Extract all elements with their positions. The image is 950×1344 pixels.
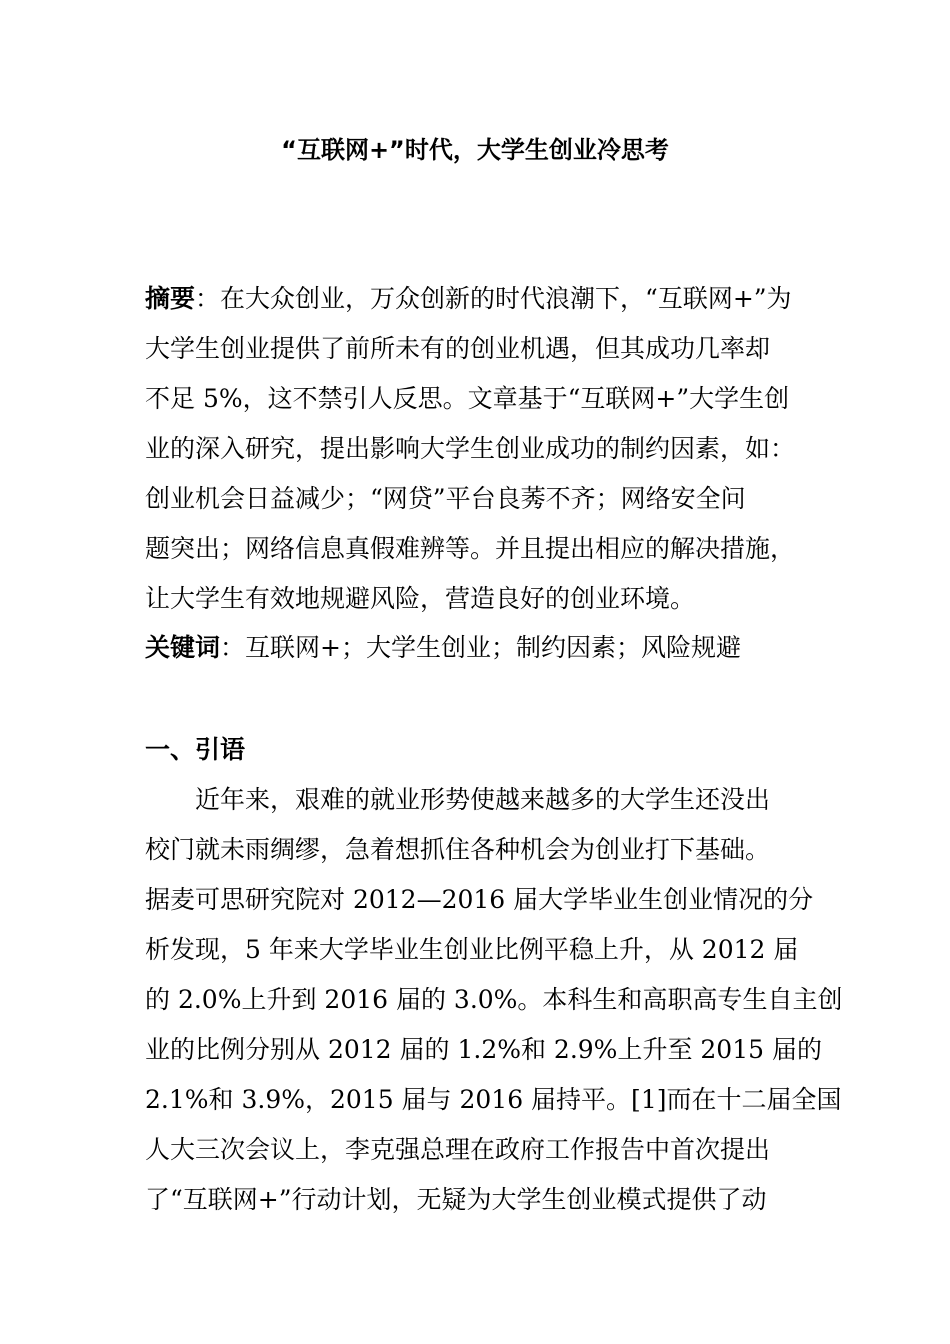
body-line: 人大三次会议上，李克强总理在政府工作报告中首次提出 [145,1135,771,1164]
body-line: 据麦可思研究院对 2012—2016 届大学毕业生创业情况的分 [145,885,814,914]
abstract-line: 业的深入研究，提出影响大学生创业成功的制约因素，如： [145,434,796,463]
keywords-text: 互联网+；大学生创业；制约因素；风险规避 [245,633,741,662]
body-line: 2.1%和 3.9%，2015 届与 2016 届持平。[1]而在十二届全国 [145,1085,842,1114]
abstract-line: 让大学生有效地规避风险，营造良好的创业环境。 [145,584,696,613]
keywords-separator: ： [220,633,246,662]
body-line: 的 2.0%上升到 2016 届的 3.0%。本科生和高职高专生自主创 [145,985,843,1014]
abstract-line [145,282,792,316]
abstract-line: 题突出；网络信息真假难辨等。并且提出相应的解决措施， [145,534,796,563]
abstract-separator: ： [195,284,221,313]
abstract-line: 不足 5%，这不禁引人反思。文章基于“互联网+”大学生创 [145,384,790,413]
body-line: 近年来，艰难的就业形势使越来越多的大学生还没出 [195,785,771,814]
body-line: 校门就未雨绸缪，急着想抓住各种机会为创业打下基础。 [145,835,771,864]
abstract-label: 摘要 [145,284,196,313]
abstract-line: 创业机会日益减少；“网贷”平台良莠不齐；网络安全问 [145,484,746,513]
abstract-text: 在大众创业，万众创新的时代浪潮下，“互联网+”为 [220,284,792,313]
keywords-line [145,631,741,665]
body-line: 了“互联网+”行动计划，无疑为大学生创业模式提供了动 [145,1185,767,1214]
abstract-line: 大学生创业提供了前所未有的创业机遇，但其成功几率却 [145,334,771,363]
document-title: “互联网+”时代，大学生创业冷思考 [281,136,669,164]
keywords-label: 关键词 [145,633,221,662]
body-line: 业的比例分别从 2012 届的 1.2%和 2.9%上升至 2015 届的 [145,1035,822,1064]
body-line: 析发现，5 年来大学毕业生创业比例平稳上升，从 2012 届 [145,935,799,964]
section-heading: 一、引语 [145,735,246,764]
